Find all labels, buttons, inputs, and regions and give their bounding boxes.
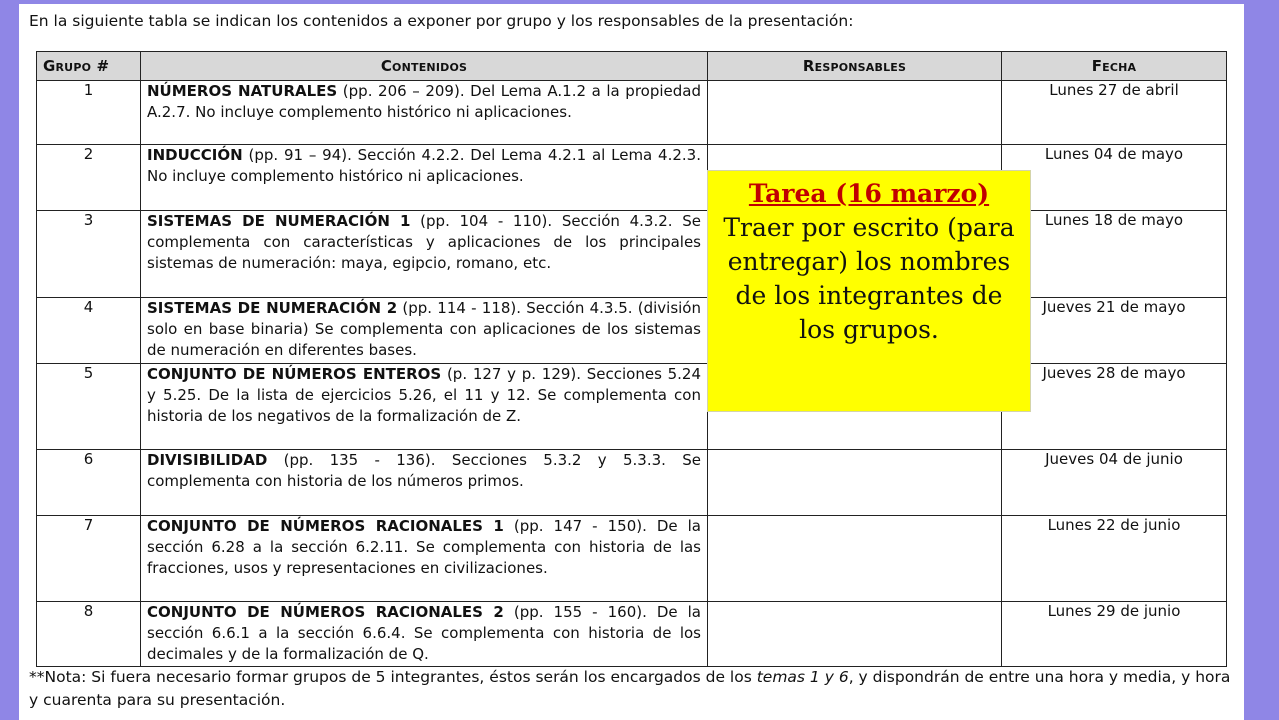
contenido-cell	[141, 364, 708, 450]
header-contenidos: Contenidos	[141, 52, 708, 81]
contenido-title: SISTEMAS DE NUMERACIÓN 1	[147, 212, 411, 230]
contenido-title: NÚMEROS NATURALES	[147, 82, 338, 100]
grupo-number: 3	[37, 211, 141, 298]
contenido-description: (pp. 147 - 150). De la sección 6.28 a la sección 6.2.11. Se complementa con historia de las fracciones, usos y representaciones en civilizaciones.	[147, 517, 702, 577]
contenido-title: CONJUNTO DE NÚMEROS ENTEROS	[147, 365, 442, 383]
contenido-description: (p. 127 y p. 129). Secciones 5.24 y 5.25. De la lista de ejercicios 5.26, el 11 y 12. Se complementa con historia de los negativos de la formalización de Z.	[147, 365, 701, 425]
contenido-cell	[141, 81, 708, 145]
callout-body: Traer por escrito (para entregar) los nombres de los integrantes de los grupos.	[723, 213, 1015, 344]
callout-title: Tarea (16 marzo)	[748, 179, 990, 208]
contenido-description: (pp. 155 - 160). De la sección 6.6.1 a la sección 6.6.4. Se complementa con historia de los decimales y de la formalización de Q.	[147, 603, 702, 663]
fecha-cell: Jueves 28 de mayo	[1002, 364, 1227, 450]
contenido-title: INDUCCIÓN	[147, 146, 243, 164]
table-row	[37, 211, 1227, 298]
contenido-description: (pp. 114 - 118). Sección 4.3.5. (división solo en base binaria) Se complementa con aplicaciones de los sistemas de numeración en diferentes bases.	[147, 299, 701, 359]
contenido-title: CONJUNTO DE NÚMEROS RACIONALES 2	[147, 603, 504, 621]
table-row	[37, 81, 1227, 145]
table-row	[37, 602, 1227, 667]
contenido-cell	[141, 516, 708, 602]
presentations-table	[36, 51, 1227, 667]
contenido-title: SISTEMAS DE NUMERACIÓN 2	[147, 299, 398, 317]
fecha-cell: Jueves 21 de mayo	[1002, 298, 1227, 364]
contenido-cell	[141, 145, 708, 211]
table-row	[37, 364, 1227, 450]
intro-text: En la siguiente tabla se indican los contenidos a exponer por grupo y los responsables de la presentación:	[29, 12, 854, 30]
footnote-text: **Nota: Si fuera necesario formar grupos de 5 integrantes, éstos serán los encargados de los	[29, 668, 757, 686]
contenido-description: (pp. 104 - 110). Sección 4.3.2. Se complementa con características y aplicaciones de los principales sistemas de numeración: maya, egipcio, romano, etc.	[147, 212, 701, 272]
fecha-cell: Lunes 27 de abril	[1002, 81, 1227, 145]
contenido-cell	[141, 298, 708, 364]
contenido-cell	[141, 211, 708, 298]
footnote-text-end: , y dispondrán de entre una hora y media, y hora y cuarenta para su presentación.	[29, 668, 1231, 709]
contenido-title: CONJUNTO DE NÚMEROS RACIONALES 1	[147, 517, 504, 535]
grupo-number: 1	[37, 81, 141, 145]
fecha-cell: Lunes 29 de junio	[1002, 602, 1227, 667]
footnote	[29, 666, 1234, 712]
header-fecha: Fecha	[1002, 52, 1227, 81]
grupo-number: 4	[37, 298, 141, 364]
fecha-cell: Lunes 04 de mayo	[1002, 145, 1227, 211]
contenido-title: DIVISIBILIDAD	[147, 451, 268, 469]
responsables-cell	[708, 602, 1002, 667]
contenido-description: (pp. 206 – 209). Del Lema A.1.2 a la propiedad A.2.7. No incluye complemento histórico ni aplicaciones.	[147, 82, 701, 121]
table-header-row	[37, 52, 1227, 81]
responsables-cell	[708, 450, 1002, 516]
document-page	[19, 4, 1244, 720]
fecha-cell: Jueves 04 de junio	[1002, 450, 1227, 516]
grupo-number: 8	[37, 602, 141, 667]
table-row	[37, 145, 1227, 211]
header-grupo: Grupo #	[37, 52, 141, 81]
responsables-cell	[708, 81, 1002, 145]
grupo-number: 2	[37, 145, 141, 211]
fecha-cell: Lunes 18 de mayo	[1002, 211, 1227, 298]
contenido-description: (pp. 91 – 94). Sección 4.2.2. Del Lema 4.2.1 al Lema 4.2.3. No incluye complemento histórico ni aplicaciones.	[147, 146, 701, 185]
table-row	[37, 298, 1227, 364]
contenido-cell	[141, 450, 708, 516]
grupo-number: 7	[37, 516, 141, 602]
fecha-cell: Lunes 22 de junio	[1002, 516, 1227, 602]
grupo-number: 6	[37, 450, 141, 516]
grupo-number: 5	[37, 364, 141, 450]
header-responsables: Responsables	[708, 52, 1002, 81]
contenido-cell	[141, 602, 708, 667]
table-row	[37, 516, 1227, 602]
table-row	[37, 450, 1227, 516]
responsables-cell	[708, 516, 1002, 602]
homework-callout	[707, 170, 1031, 412]
contenido-description: (pp. 135 - 136). Secciones 5.3.2 y 5.3.3. Se complementa con historia de los números primos.	[147, 451, 701, 490]
footnote-italic: temas 1 y 6	[756, 668, 849, 686]
